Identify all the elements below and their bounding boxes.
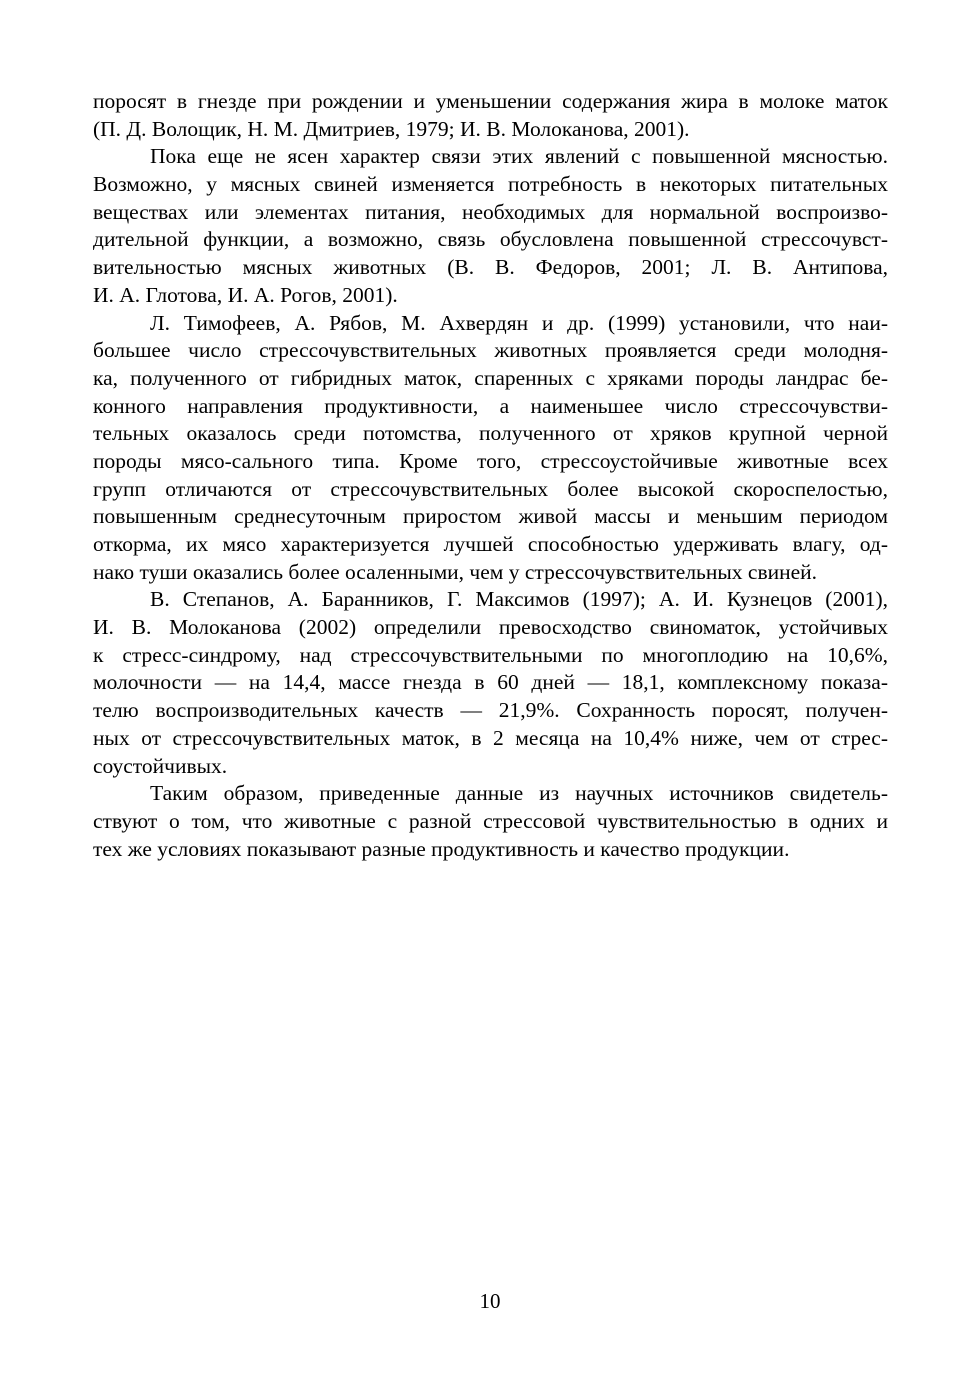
text-block	[93, 88, 888, 863]
text-line: породы мясо-сального типа. Кроме того, стрессоустойчивые животные всех	[93, 448, 888, 473]
paragraph	[93, 310, 888, 587]
text-line: И. В. Молоканова (2002) определили превосходство свиноматок, устойчивых	[93, 615, 888, 640]
paragraph	[93, 780, 888, 863]
text-line: И. А. Глотова, И. А. Рогов, 2001).	[93, 282, 398, 307]
text-line: соустойчивых.	[93, 753, 228, 778]
text-line: телю воспроизводительных качеств — 21,9%. Сохранность поросят, получен-	[93, 698, 888, 723]
text-line: тех же условиях показывают разные продуктивность и качество продукции.	[93, 836, 790, 861]
text-line: В. Степанов, А. Баранников, Г. Максимов (1997); А. И. Кузнецов (2001),	[150, 587, 888, 612]
text-line: дительной функции, а возможно, связь обусловлена повышенной стрессочувст-	[93, 227, 888, 252]
paragraph	[93, 143, 888, 309]
text-line: веществах или элементах питания, необходимых для нормальной воспроизво-	[93, 199, 888, 224]
text-line: Возможно, у мясных свиней изменяется потребность в некоторых питательных	[93, 172, 888, 197]
text-line: вительностью мясных животных (В. В. Федоров, 2001; Л. В. Антипова,	[93, 255, 888, 280]
text-line: молочности — на 14,4, массе гнезда в 60 дней — 18,1, комплексному показа-	[93, 670, 888, 695]
paragraph	[93, 88, 888, 143]
text-line: ных от стрессочувствительных маток, в 2 месяца на 10,4% ниже, чем от стрес-	[93, 725, 888, 750]
text-line: Л. Тимофеев, А. Рябов, М. Ахвердян и др. (1999) установили, что наи-	[150, 310, 888, 335]
text-line: повышенным среднесуточным приростом живой массы и меньшим периодом	[93, 504, 888, 529]
text-line: откорма, их мясо характеризуется лучшей способностью удерживать влагу, од-	[93, 532, 888, 556]
text-line: большее число стрессочувствительных животных проявляется среди молодня-	[93, 338, 888, 363]
text-line: Таким образом, приведенные данные из научных источников свидетель-	[150, 781, 888, 806]
page-number: 10	[479, 1289, 501, 1313]
paragraph	[93, 586, 888, 780]
text-line: ка, полученного от гибридных маток, спаренных с хряками породы ландрас бе-	[93, 365, 888, 390]
text-line: тельных оказалось среди потомства, полученного от хряков крупной черной	[93, 421, 888, 446]
text-line: нако туши оказались более осаленными, чем у стрессочувствительных свиней.	[93, 559, 818, 584]
text-line: ствуют о том, что животные с разной стрессовой чувствительностью в одних и	[93, 808, 888, 833]
text-line: конного направления продуктивности, а наименьшее число стрессочувстви-	[93, 393, 888, 418]
text-line: поросят в гнезде при рождении и уменьшении содержания жира в молоке маток	[93, 89, 888, 113]
text-line: к стресс-синдрому, над стрессочувствительными по многоплодию на 10,6%,	[93, 642, 888, 667]
text-line: Пока еще не ясен характер связи этих явлений с повышенной мясностью.	[150, 144, 888, 169]
text-line: групп отличаются от стрессочувствительных более высокой скороспелостью,	[93, 476, 888, 501]
text-line: (П. Д. Волощик, Н. М. Дмитриев, 1979; И. В. Молоканова, 2001).	[93, 116, 690, 141]
